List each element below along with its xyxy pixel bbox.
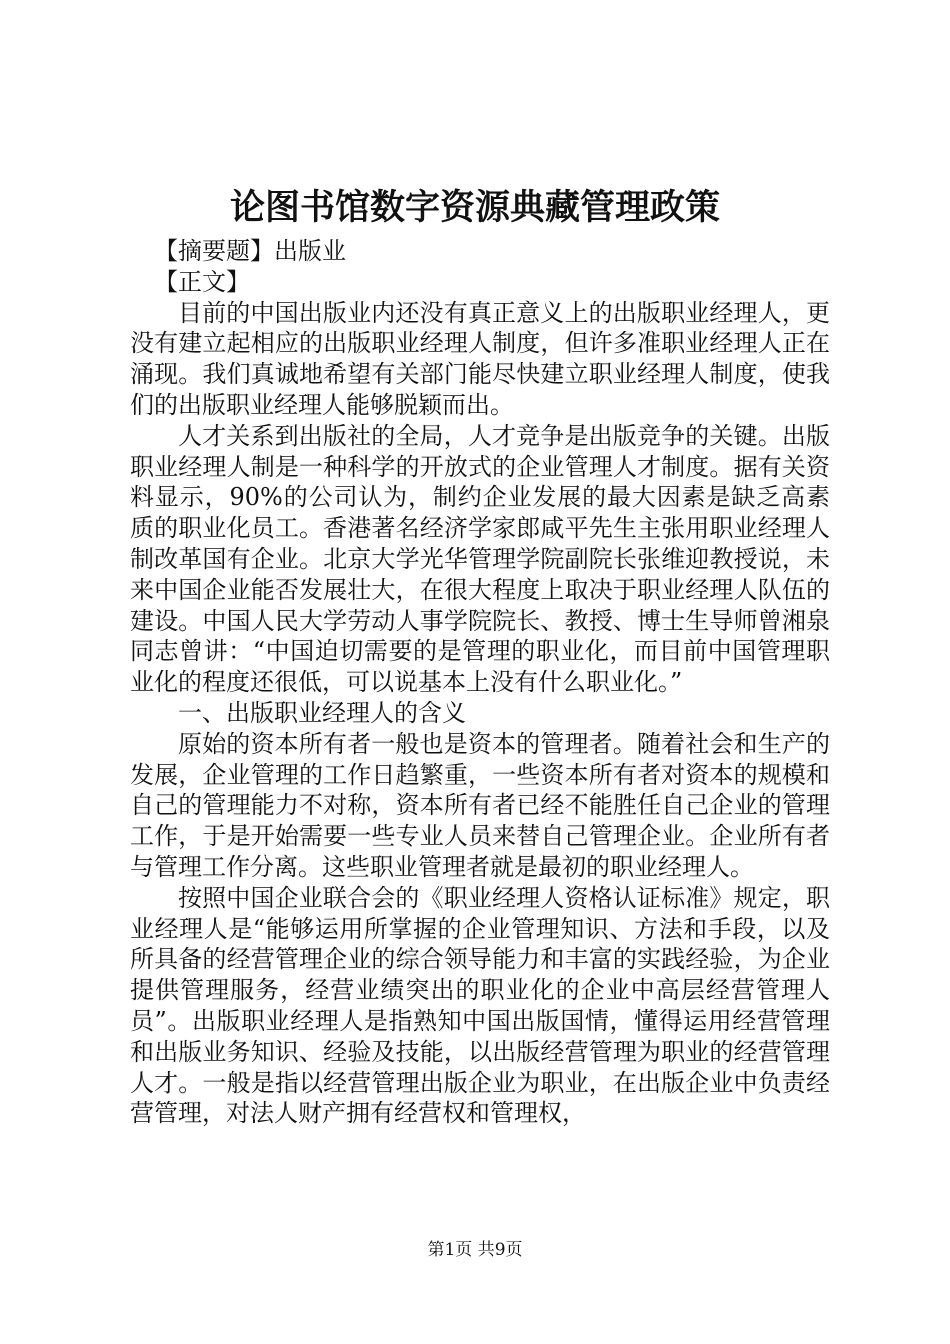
- document-title: 论图书馆数字资源典藏管理政策: [229, 187, 720, 228]
- paragraph: 目前的中国出版业内还没有真正意义上的出版职业经理人，更没有建立起相应的出版职业经理人制度，但许多准职业经理人正在涌现。我们真诚地希望有关部门能尽快建立职业经理人制度，使我们的出版职业经理人能够脱颖而出。: [130, 298, 830, 419]
- paragraph: 人才关系到出版社的全局，人才竞争是出版竞争的关键。出版职业经理人制是一种科学的开放式的企业管理人才制度。据有关资料显示，90%的公司认为，制约企业发展的最大因素是缺乏高素质的职业化员工。香港著名经济学家郎咸平先生主张用职业经理人制改革国有企业。北京大学光华管理学院副院长张维迎教授说，未来中国企业能否发展壮大，在很大程度上取决于职业经理人队伍的建设。中国人民大学劳动人事学院院长、教授、博士生导师曾湘泉同志曾讲：“中国迫切需要的是管理的职业化，而目前中国管理职业化的程度还很低，可以说基本上没有什么职业化。”: [130, 421, 830, 697]
- section-heading: 一、出版职业经理人的含义: [178, 698, 466, 727]
- abstract-line: 【摘要题】出版业: [154, 237, 346, 265]
- page-footer: 第1页 共9页: [427, 1240, 523, 1260]
- paragraph: 按照中国企业联合会的《职业经理人资格认证标准》规定，职业经理人是“能够运用所掌握的企业管理知识、方法和手段，以及所具备的经营管理企业的综合领导能力和丰富的实践经验，为企业提供管理服务，经营业绩突出的职业化的企业中高层经营管理人员”。出版职业经理人是指熟知中国出版国情，懂得运用经营管理和出版业务知识、经验及技能，以出版经营管理为职业的经营管理人才。一般是指以经营管理出版企业为职业，在出版企业中负责经营管理，对法人财产拥有经营权和管理权，: [130, 883, 830, 1128]
- body-label: 【正文】: [154, 267, 250, 296]
- paragraph: 原始的资本所有者一般也是资本的管理者。随着社会和生产的发展，企业管理的工作日趋繁重，一些资本所有者对资本的规模和自己的管理能力不对称，资本所有者已经不能胜任自己企业的管理工作，于是开始需要一些专业人员来替自己管理企业。企业所有者与管理工作分离。这些职业管理者就是最初的职业经理人。: [130, 729, 830, 881]
- document-body: [130, 236, 830, 1129]
